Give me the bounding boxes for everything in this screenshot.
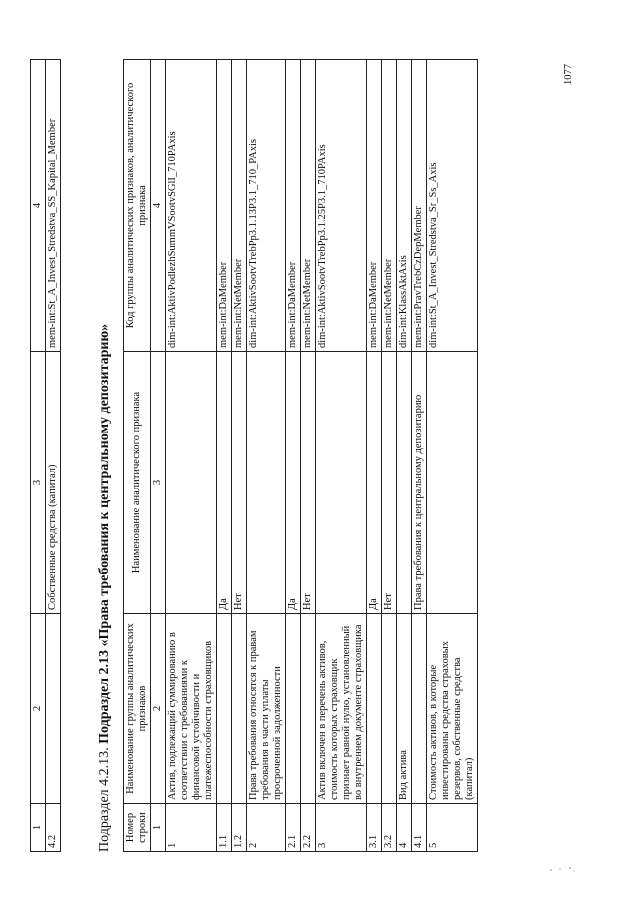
row-group [217,614,232,804]
header-group-name: Наименование группы аналитических признаков [124,614,151,804]
row-code: mem-int:PravTrebCzDepMember [412,60,427,352]
row-code: mem-int:NetMember [232,60,247,352]
row-group: Актив включен в перечень активов, стоимость которых страховщик признает равной нулю, установленный во внутреннем документе страховщика [316,614,367,804]
col-number-1: 1 [31,804,46,852]
table-row [247,60,286,852]
row-name [397,352,412,614]
row-group: Стоимость активов, в которые инвестированы средства страховых резервов, собственные средства (капитал) [427,614,478,804]
header-attribute-name: Наименование аналитического признака [124,352,151,614]
row-number: 1 [166,804,217,852]
section-title-prefix: Подраздел 4.2.13. [97,747,112,852]
row-group [412,614,427,804]
header-row [124,60,151,852]
table-row [412,60,427,852]
header-code: Код группы аналитических признаков, аналитического признака [124,60,151,352]
continuation-table [30,59,61,852]
table-body [166,60,478,852]
col-number-3: 3 [151,352,166,614]
row-group [367,614,382,804]
row-code: dim-int:St_A_Invest_Stredstva_Sr_Ss_Axis [427,60,478,352]
row-group [286,614,301,804]
attributes-table [123,59,478,852]
row-group [382,614,397,804]
row-number: 2 [247,804,286,852]
col-number-2: 2 [151,614,166,804]
column-number-row [151,60,166,852]
table-row [301,60,316,852]
header-row-number: Номер строки [124,804,151,852]
row-number: 4.2 [46,804,61,852]
row-name: Собственные средства (капитал) [46,352,61,614]
row-name: Да [217,352,232,614]
table-row [397,60,412,852]
row-name: Нет [232,352,247,614]
col-number-3: 3 [31,352,46,614]
table-row [217,60,232,852]
row-code: dim-int:AktivSootvTrebPp3.1.13P3.1_710_PAxis [247,60,286,352]
row-code: dim-int:KlassAktAxis [397,60,412,352]
row-name [427,352,478,614]
rotated-page [30,60,590,870]
row-code: mem-int:DaMember [367,60,382,352]
row-number: 1.1 [217,804,232,852]
row-code: mem-int:NetMember [382,60,397,352]
row-number: 4 [397,804,412,852]
row-name [166,352,217,614]
row-group: Вид актива [397,614,412,804]
table-row [166,60,217,852]
row-name: Да [286,352,301,614]
row-name: Нет [382,352,397,614]
continuation-header-row [31,60,46,852]
col-number-2: 2 [31,614,46,804]
col-number-4: 4 [151,60,166,352]
table-row [232,60,247,852]
table-row [46,60,61,852]
row-code: mem-int:NetMember [301,60,316,352]
page-number: 1077 [563,64,574,85]
row-code: mem-int:St_A_Invest_Stredstva_SS_Kapital_Member [46,60,61,352]
table-row [427,60,478,852]
table-row [286,60,301,852]
row-number: 3 [316,804,367,852]
row-group [301,614,316,804]
row-number: 4.1 [412,804,427,852]
row-code: dim-int:AktivPodlezhSummVSootvSGlI_710PAxis [166,60,217,352]
col-number-1: 1 [151,804,166,852]
row-number: 3.2 [382,804,397,852]
row-name: Да [367,352,382,614]
col-number-4: 4 [31,60,46,352]
row-group: Права требования относятся к правам требования в части уплаты просроченной задолженности [247,614,286,804]
row-number: 2.2 [301,804,316,852]
row-name [316,352,367,614]
table-row [367,60,382,852]
row-number: 5 [427,804,478,852]
row-name [247,352,286,614]
table-row [316,60,367,852]
row-code: dim-int:AktivSootvTrebPp3.1.25P3.1_710PAxis [316,60,367,352]
section-title [96,324,114,852]
row-code: mem-int:DaMember [286,60,301,352]
row-group [46,614,61,804]
row-group: Актив, подлежащий суммированию в соответствии с требованиями к финансовой устойчивости и платежеспособности страховщиков [166,614,217,804]
row-number: 3.1 [367,804,382,852]
row-number: 2.1 [286,804,301,852]
scan-artifact [548,860,578,874]
row-name: Права требования к центральному депозитарию [412,352,427,614]
row-number: 1.2 [232,804,247,852]
row-group [232,614,247,804]
section-title-bold: Подраздел 2.13 «Права требования к центральному депозитарию» [97,323,112,744]
table-row [382,60,397,852]
row-name: Нет [301,352,316,614]
row-code: mem-int:DaMember [217,60,232,352]
